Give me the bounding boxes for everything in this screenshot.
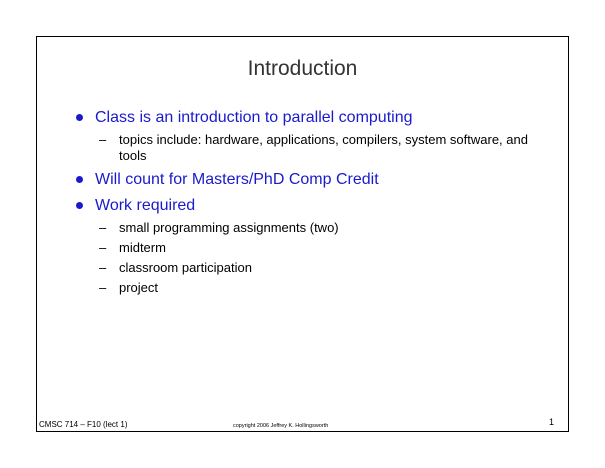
sub-bullet-text: midterm [119, 240, 166, 255]
bullet-text: Class is an introduction to parallel computing [95, 109, 413, 126]
sub-bullet-text: topics include: hardware, applications, compilers, system software, and tools [119, 132, 528, 163]
sub-bullet-item [95, 220, 545, 236]
dash-icon: – [99, 132, 107, 147]
sub-bullet-list [95, 220, 545, 296]
bullet-text: Work required [95, 197, 196, 214]
bullet-dot-icon [76, 114, 83, 121]
bullet-item [75, 107, 545, 164]
sub-bullet-item [95, 132, 545, 164]
bullet-dot-icon [76, 176, 83, 183]
page-number: 1 [548, 417, 554, 427]
dash-icon: – [99, 220, 107, 235]
dash-icon: – [99, 240, 107, 255]
footer-course: CMSC 714 – F10 (lect 1) [39, 420, 128, 429]
sub-bullet-item [95, 240, 545, 256]
bullet-item [75, 169, 545, 190]
sub-bullet-item [95, 280, 545, 296]
sub-bullet-text: classroom participation [119, 260, 252, 275]
dash-icon: – [99, 260, 107, 275]
bullet-text: Will count for Masters/PhD Comp Credit [95, 171, 379, 188]
slide-title: Introduction [247, 57, 358, 80]
dash-icon: – [99, 280, 107, 295]
bullet-list [75, 107, 545, 301]
footer-copyright: copyright 2006 Jeffrey K. Hollingsworth [233, 423, 329, 429]
slide-frame [36, 36, 569, 432]
sub-bullet-list [95, 132, 545, 164]
sub-bullet-text: project [119, 280, 159, 295]
bullet-dot-icon [76, 202, 83, 209]
sub-bullet-item [95, 260, 545, 276]
bullet-item [75, 195, 545, 296]
sub-bullet-text: small programming assignments (two) [119, 220, 339, 235]
